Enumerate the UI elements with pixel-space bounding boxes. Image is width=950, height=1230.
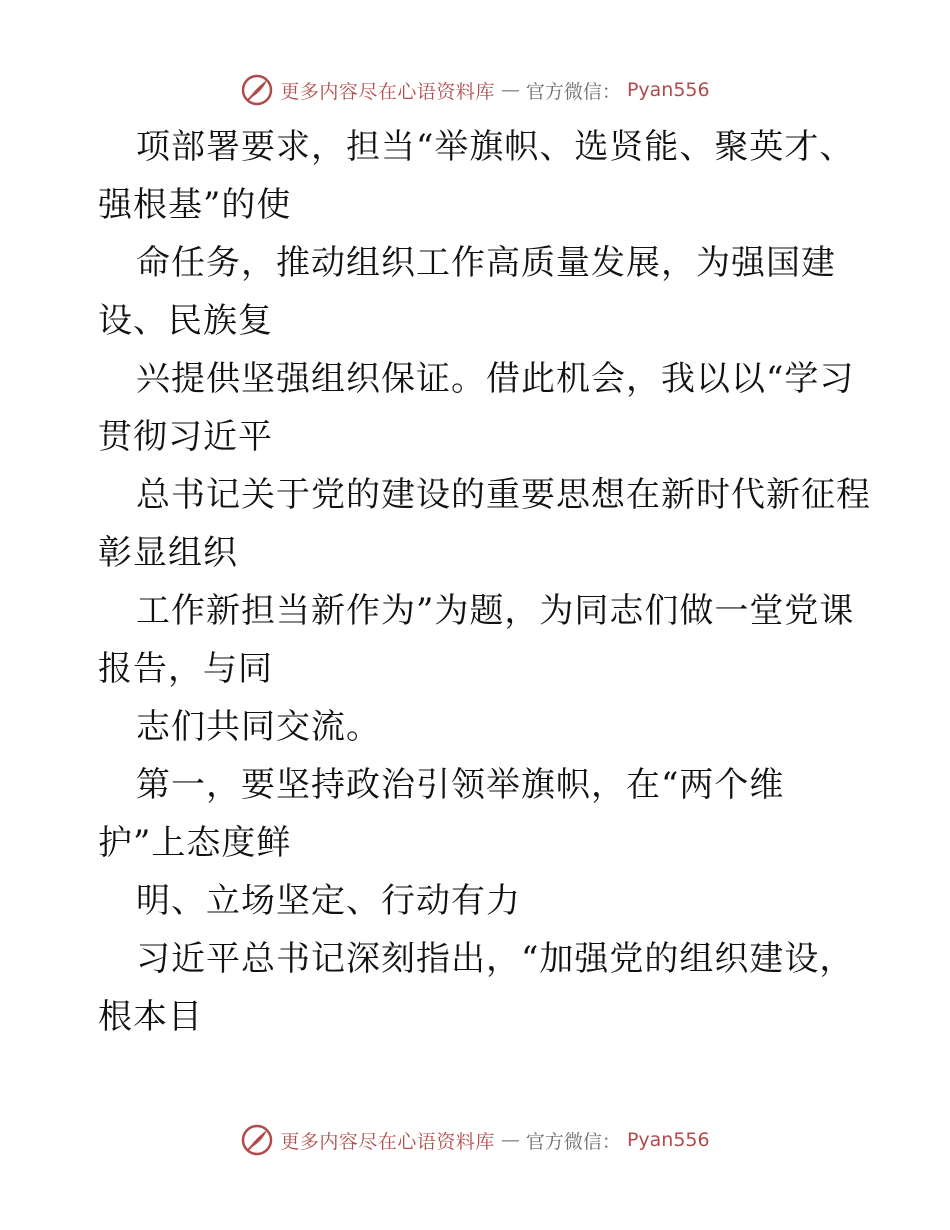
header-banner: [0, 70, 950, 110]
body-line: 贯彻习近平: [98, 417, 273, 457]
site-name-text: 更多内容尽在心语资料库: [280, 80, 495, 103]
section-heading-line: 明、立场坚定、行动有力: [136, 881, 521, 921]
body-line: 志们共同交流。: [136, 707, 381, 747]
wechat-label: 官方微信：: [525, 1130, 621, 1153]
wechat-id: Pyan556: [626, 1129, 710, 1151]
body-line: 兴提供坚强组织保证。借此机会，我以以“学习: [136, 359, 855, 399]
body-line: 习近平总书记深刻指出，“加强党的组织建设，: [136, 939, 855, 979]
body-line: 报告，与同: [98, 649, 273, 689]
feather-pen-icon: [240, 1123, 274, 1157]
section-heading-line: 护”上态度鲜: [98, 823, 292, 863]
body-line: 设、民族复: [98, 301, 273, 341]
banner-dash: —: [500, 1129, 520, 1151]
banner-dash: —: [500, 79, 520, 101]
body-line: 总书记关于党的建设的重要思想在新时代新征程: [136, 475, 871, 515]
body-line: 根本目: [98, 997, 203, 1037]
feather-pen-icon: [240, 73, 274, 107]
body-line: 彰显组织: [98, 533, 238, 573]
footer-banner: [0, 1120, 950, 1160]
wechat-label: 官方微信：: [525, 80, 621, 103]
wechat-id: Pyan556: [626, 79, 710, 101]
body-line: 命任务，推动组织工作高质量发展，为强国建: [136, 243, 836, 283]
document-body: [98, 118, 898, 1046]
body-line: 强根基”的使: [98, 185, 292, 225]
body-line: 工作新担当新作为”为题，为同志们做一堂党课: [136, 591, 855, 631]
site-name-text: 更多内容尽在心语资料库: [280, 1130, 495, 1153]
section-heading-line: 第一，要坚持政治引领举旗帜，在“两个维: [136, 765, 785, 805]
body-line: 项部署要求，担当“举旗帜、选贤能、聚英才、: [136, 127, 855, 167]
